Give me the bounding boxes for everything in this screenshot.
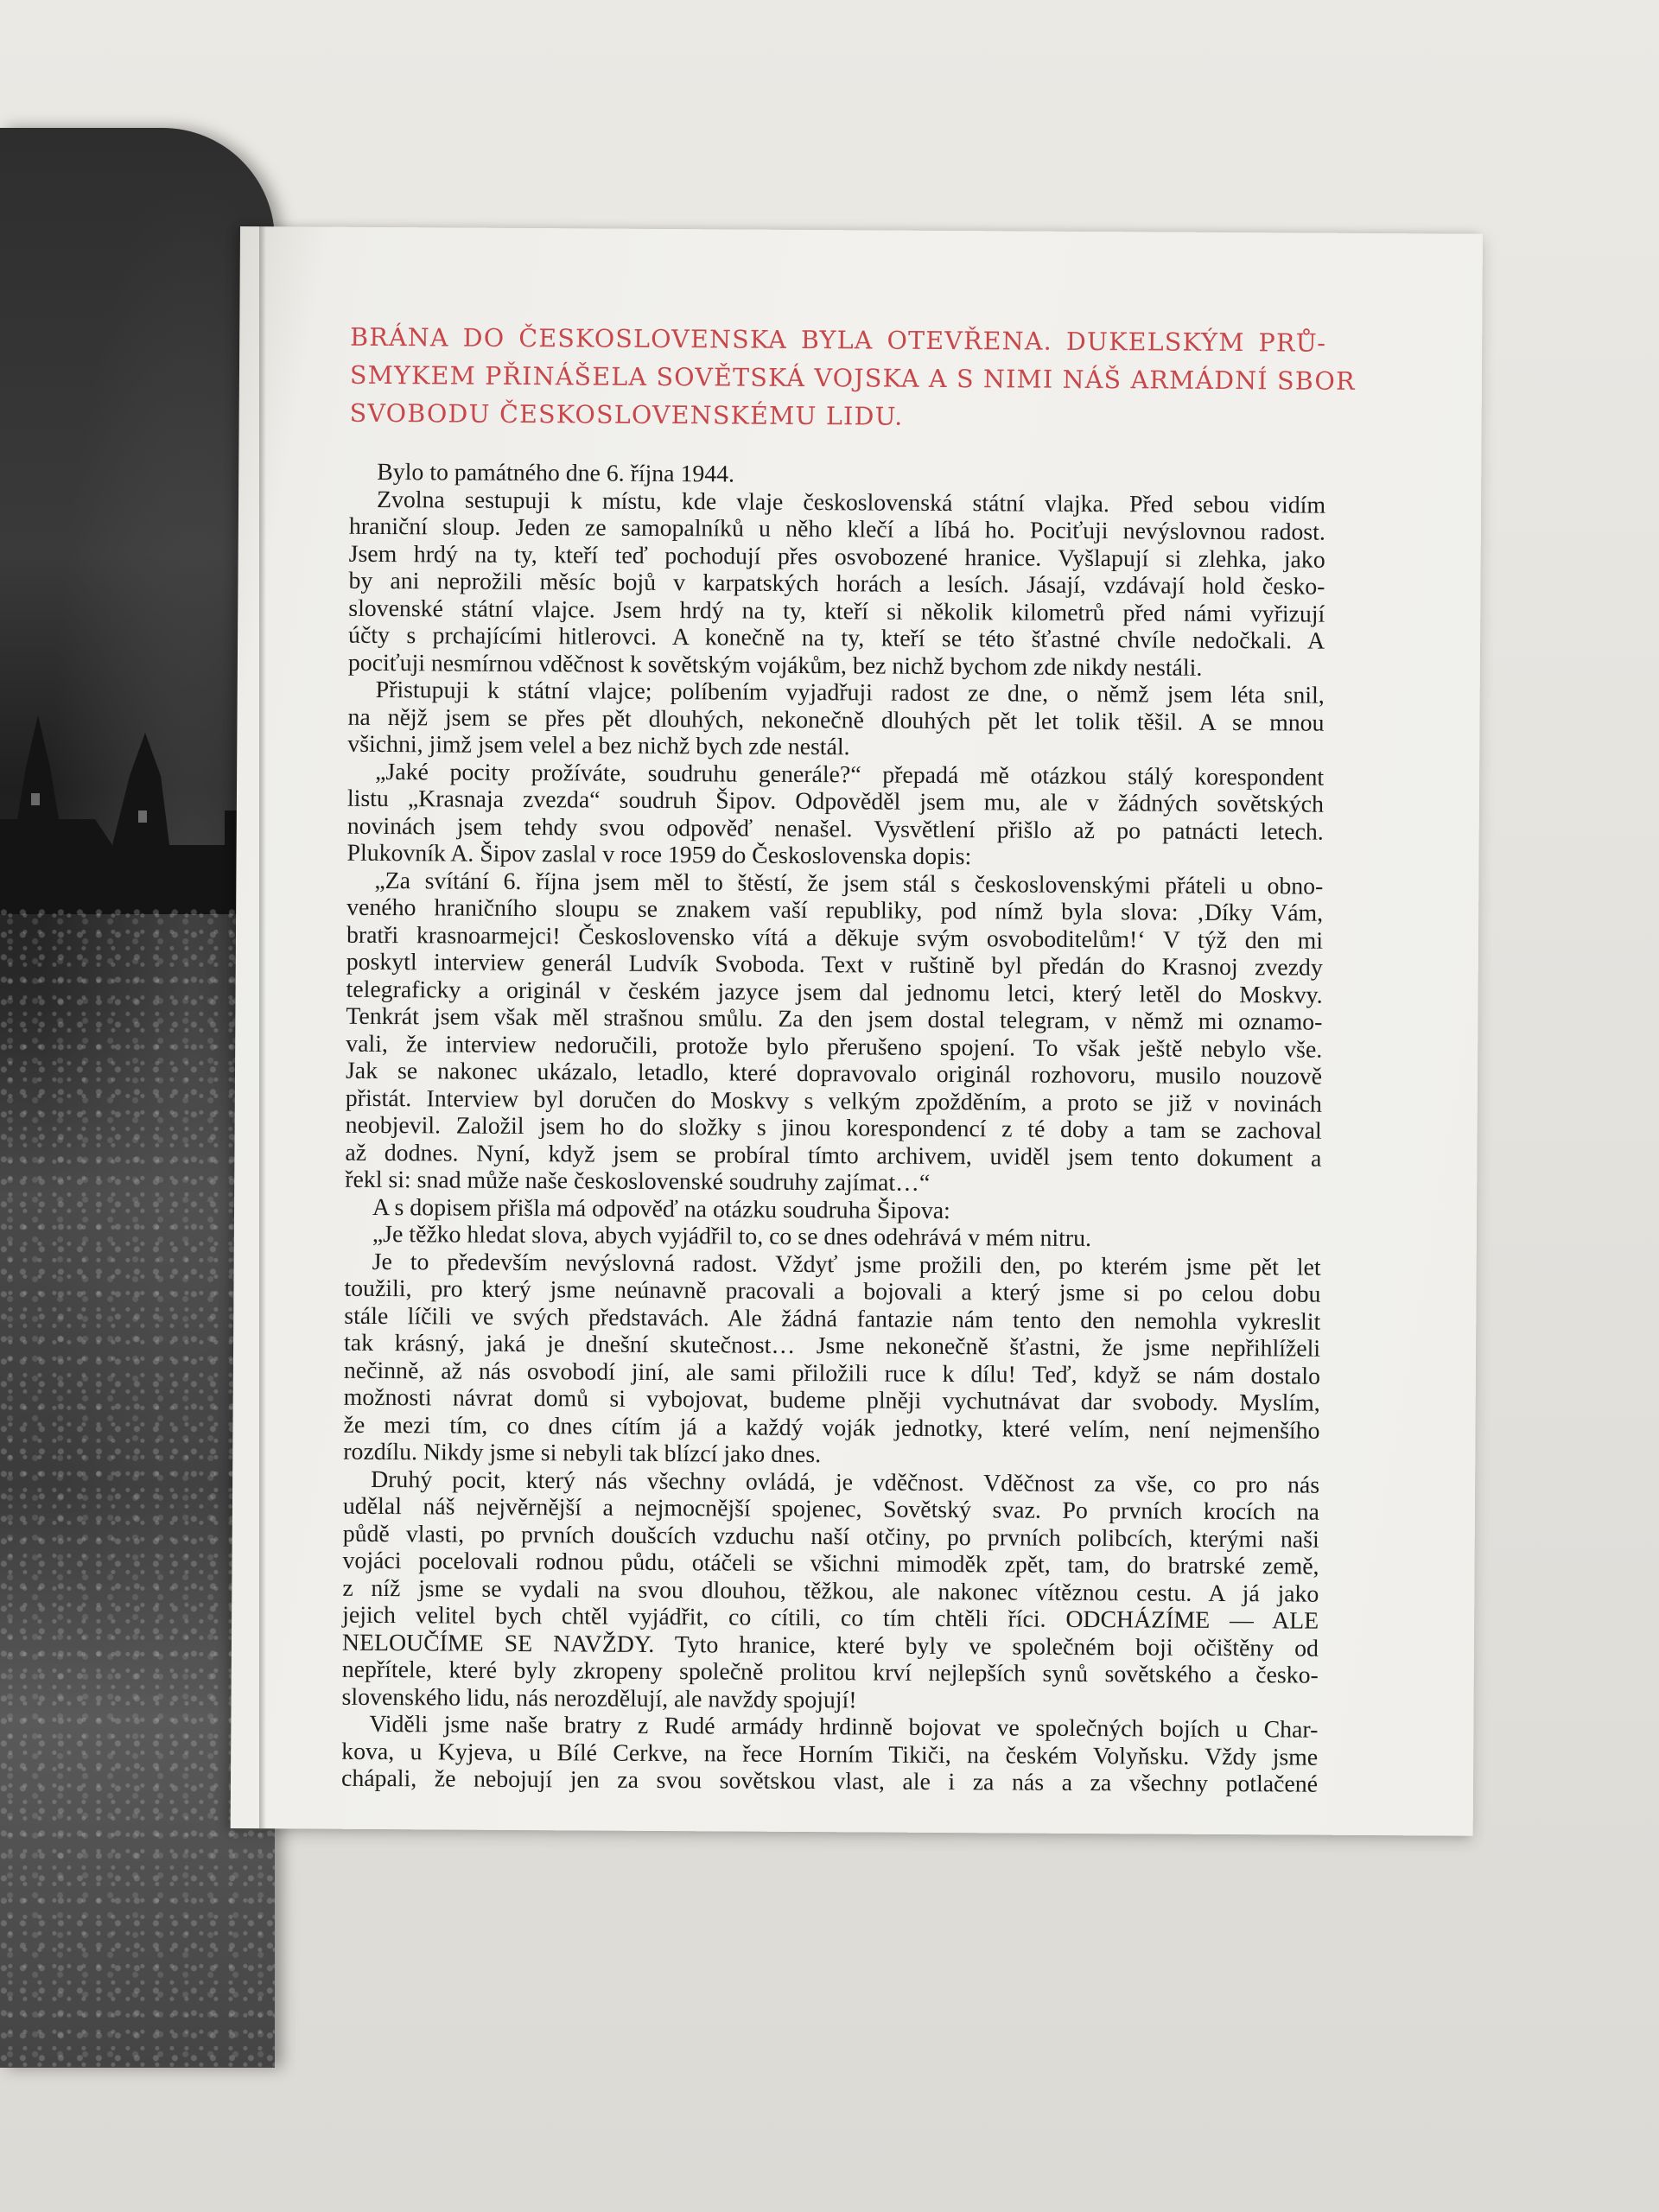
- text-line: Zvolna sestupuji k místu, kde vlaje československá státní vlajka. Před sebou vidím: [376, 486, 1326, 519]
- text-line: Je to především nevýslovná radost. Vždyť jsme prožili den, po kterém jsme pět let: [372, 1248, 1321, 1281]
- heading-line: BRÁNA DO ČESKOSLOVENSKA BYLA OTEVŘENA. DUKELSKÝM PRŮ-: [350, 322, 1327, 358]
- text-line: poskytl interview generál Ludvík Svoboda. Text v ruštině byl předán do Krasnoj zvezdy: [346, 948, 1323, 982]
- text-line: Tenkrát jsem však měl strašnou smůlu. Za den jsem dostal telegram, v němž mi oznamo-: [346, 1002, 1323, 1036]
- text-line: by ani neprožili měsíc bojů v karpatských horách a lesích. Jásají, vzdávají hold česko-: [348, 567, 1325, 601]
- text-line: chápali, že nebojují jen za svou sovětskou vlast, ale i za nás a za všechny potlačené: [340, 1764, 1319, 1798]
- text-line: veného hraničního sloupu se znakem vaší republiky, pod nímž byla slova: ‚Díky Vám,: [346, 893, 1324, 927]
- text-line: tak krásný, jaká je dnešní skutečnost… Jsme nekonečně šťastni, že jsme nepřihlíželi: [344, 1329, 1321, 1363]
- text-line: Přistupuji k státní vlajce; políbením vyjadřuji radost ze dne, o němž jsem léta snil,: [375, 676, 1325, 709]
- red-heading: [349, 319, 1356, 439]
- text-line: bratři krasnoarmejci! Československo vítá a děkuje svým osvoboditelům!‘ V týž den mi: [346, 921, 1324, 955]
- text-line: toužili, pro který jsme neúnavně pracovali a bojovali a který jsme si po celou dobu: [344, 1274, 1321, 1308]
- heading-line: SMYKEM PŘINÁŠELA SOVĚTSKÁ VOJSKA A S NIMI NÁŠ ARMÁDNÍ SBOR: [349, 360, 1356, 396]
- text-line: přistát. Interview byl doručen do Moskvy s velkým zpožděním, a proto se již v novinách: [345, 1084, 1322, 1118]
- castle-silhouette: [0, 715, 275, 914]
- text-line: Jsem hrdý na ty, kteří teď pochodují přes osvobozené hranice. Vyšlapují si zlehka, jako: [348, 540, 1325, 574]
- text-line: nečinně, až nás osvobodí jiní, ale sami přiložili ruce k dílu! Teď, když se nám dostalo: [343, 1357, 1320, 1390]
- text-line: stále líčili ve svých představách. Ale žádná fantazie nám tento den nemohla vykreslit: [344, 1302, 1321, 1336]
- text-line: nepřítele, které byly zkropeny společně prolitou krví nejlepších synů sovětského a česko-: [341, 1656, 1319, 1689]
- text-page: [231, 226, 1483, 1836]
- text-line: hraniční sloup. Jeden ze samopalníků u něho klečí a líbá ho. Pociťuji nevýslovnou radost.: [348, 512, 1325, 546]
- text-line: jejich velitel bych chtěl vyjádřit, co cítili, co tím chtěli říci. ODCHÁZÍME — ALE: [342, 1601, 1319, 1635]
- text-line: slovenské státní vlajce. Jsem hrdý na ty, kteří si několik kilometrů před námi vyřizují: [348, 594, 1325, 628]
- text-line: že mezi tím, co dnes cítím já a každý voják jednotky, které velím, není nejmenšího: [343, 1411, 1320, 1445]
- text-line: z níž jsme se vydali na svou dlouhou, těžkou, ale nakonec vítěznou cestu. A já jako: [342, 1574, 1319, 1608]
- heading-line: SVOBODU ČESKOSLOVENSKÉMU LIDU.: [349, 398, 904, 431]
- text-line: možnosti návrat domů si vybojovat, budeme plněji vychutnávat dar svobody. Myslím,: [343, 1383, 1320, 1417]
- body-text: [341, 459, 1325, 1798]
- text-line: NELOUČÍME SE NAVŽDY. Tyto hranice, které byly ve společném boji očištěny od: [341, 1629, 1319, 1662]
- text-line: „Jaké pocity prožíváte, soudruhu generále?“ přepadá mě otázkou stálý korespondent: [375, 758, 1325, 791]
- text-line: vojáci pocelovali rodnou půdu, otáčeli se všichni mimoděk zpět, tam, do bratrské země,: [342, 1547, 1319, 1580]
- text-line: vali, že interview nedoručili, protože bylo přerušeno spojení. To však ještě nebylo vše.: [346, 1030, 1323, 1064]
- text-line: novinách jsem tehdy svou odpověď nenašel. Vysvětlení přišlo až po patnácti letech.: [346, 812, 1324, 846]
- text-line: listu „Krasnaja zvezda“ soudruh Šipov. Odpověděl jsem mu, ale v žádných sovětských: [346, 785, 1325, 818]
- page-spine-shadow: [259, 226, 266, 1828]
- text-line: účty s prchajícími hitlerovci. A konečně na ty, kteří se této šťastné chvíle nedočkali. A: [348, 621, 1325, 655]
- text-line: Viděli jsme naše bratry z Rudé armády hrdinně bojovat ve společných bojích u Char-: [369, 1710, 1319, 1744]
- text-line: Plukovník A. Šipov zaslal v roce 1959 do Československa dopis:: [346, 839, 972, 871]
- text-line: A s dopisem přišla má odpověď na otázku soudruha Šipova:: [372, 1193, 950, 1224]
- text-line: telegraficky a originál v českém jazyce jsem dal jednomu letci, který letěl do Moskvy.: [346, 976, 1323, 1009]
- text-line: „Je těžko hledat slova, abych vyjádřil to, co se dnes odehrává v mém nitru.: [372, 1220, 1092, 1253]
- text-line: všichni, jimž jsem velel a bez nichž bych zde nestál.: [347, 730, 850, 761]
- text-line: udělal náš nejvěrnější a nejmocnější spojenec, Sovětský svaz. Po prvních krocích na: [342, 1492, 1320, 1526]
- text-line: neobjevil. Založil jsem ho do složky s jinou korespondencí z té doby a tam se zachoval: [345, 1111, 1322, 1145]
- text-line: až dodnes. Nyní, když jsem se probíral tímto archivem, uviděl jsem tento dokument a: [345, 1139, 1322, 1173]
- text-line: pociťuji nesmírnou vděčnost k sovětským vojákům, bez nichž bychom zde nikdy nestáli.: [347, 649, 1203, 682]
- text-line: řekl si: snad může naše československé soudruhy zajímat…“: [345, 1166, 931, 1197]
- text-line: Bylo to památného dne 6. října 1944.: [377, 458, 735, 488]
- text-line: rozdílu. Nikdy jsme si nebyli tak blízcí jako dnes.: [343, 1438, 822, 1469]
- text-line: slovenského lidu, nás nerozdělují, ale navždy spojují!: [341, 1683, 857, 1713]
- text-line: Druhý pocit, který nás všechny ovládá, je vděčnost. Vděčnost za vše, co pro nás: [371, 1465, 1320, 1499]
- text-line: na nějž jsem se přes pět dlouhých, nekonečně dlouhých pět let tolik těšil. A se mnou: [347, 703, 1325, 737]
- text-line: Jak se nakonec ukázalo, letadlo, které dopravovalo originál rozhovoru, musilo nouzově: [345, 1057, 1323, 1090]
- text-line: „Za svítání 6. října jsem měl to štěstí, že jsem stál s československými přáteli u obno-: [374, 867, 1324, 900]
- text-line: kova, u Kyjeva, u Bílé Cerkve, na řece Horním Tikiči, na českém Volyňsku. Vždy jsme: [341, 1738, 1319, 1771]
- text-line: půdě vlasti, po prvních doušcích vzduchu naší otčiny, po prvních polibcích, kterými naši: [342, 1520, 1319, 1554]
